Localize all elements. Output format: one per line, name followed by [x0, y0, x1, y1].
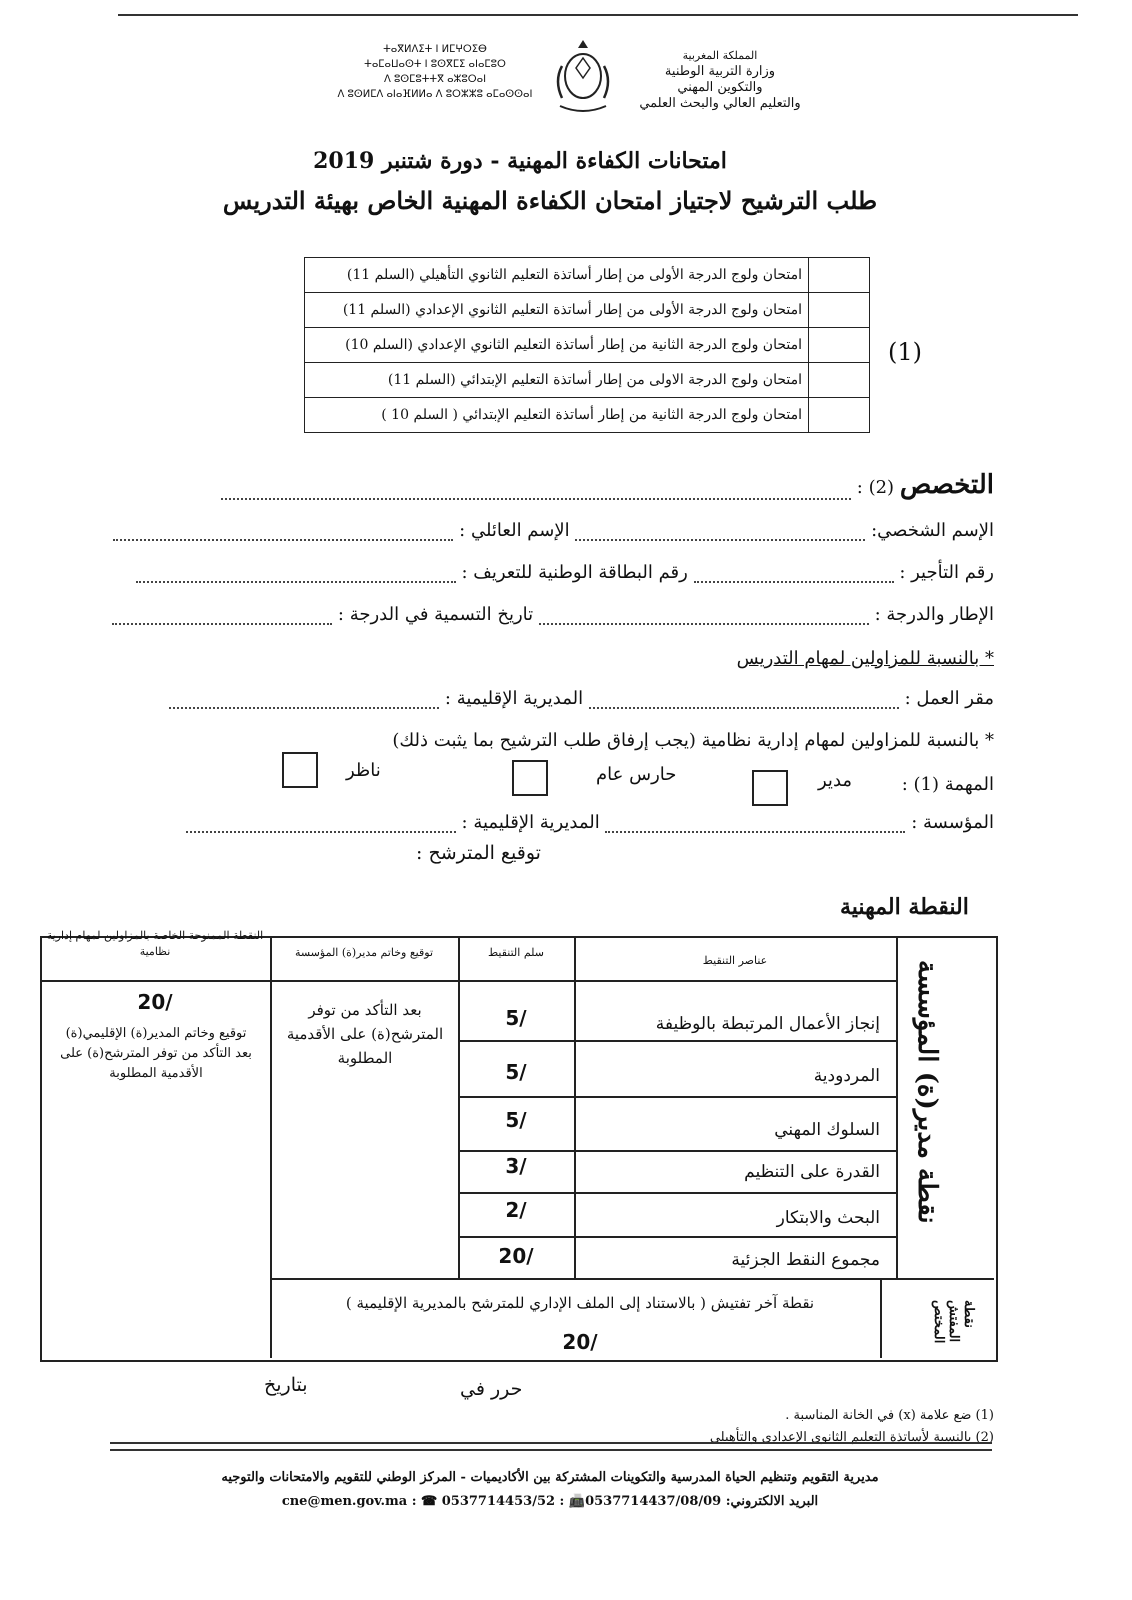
inspector-score-side-label: نقطة المفتش المختص	[931, 1300, 976, 1344]
signature-note: بعد التأكد من توفر المترشح(ة) على الأقدمية المطلوبة	[286, 1001, 444, 1067]
table-divider	[458, 1150, 896, 1152]
role-director-label: مدير	[818, 770, 853, 791]
footnote: (2) بالنسبة لأساتذة التعليم الثانوي الإعدادي والتأهيلي	[709, 1430, 994, 1445]
table-divider	[458, 1040, 896, 1042]
directorate-label: المديرية الإقليمية :	[461, 812, 600, 833]
payroll-field	[136, 562, 994, 583]
exam-option-row	[305, 363, 870, 398]
specialty-ref: (2) :	[856, 477, 895, 498]
cin-label: رقم البطاقة الوطنية للتعريف :	[461, 562, 688, 583]
role-guard-checkbox[interactable]	[512, 760, 548, 796]
exam-option-row	[305, 258, 870, 293]
role-supervisor-checkbox[interactable]	[282, 752, 318, 788]
institution-field	[186, 812, 994, 833]
payroll-input[interactable]	[694, 567, 894, 583]
table-divider	[458, 1236, 896, 1238]
last-name-label: الإسم العائلي :	[459, 520, 570, 541]
exam-note-ref: (1)	[888, 338, 922, 366]
criterion-label: البحث والابتكار	[776, 1208, 880, 1228]
criterion-label: المردودية	[813, 1066, 880, 1086]
specialty-label: التخصص	[899, 470, 994, 500]
directorate-label: المديرية الإقليمية :	[444, 688, 584, 709]
table-divider	[880, 1278, 882, 1358]
admin-note: * بالنسبة للمزاولين لمهام إدارية نظامية (يجب إرفاق طلب الترشيح بما يثبت ذلك)	[392, 730, 994, 751]
ministry-header	[610, 48, 830, 112]
institution-input[interactable]	[605, 817, 905, 833]
grade-label: الإطار والدرجة :	[874, 604, 994, 625]
exam-option-row	[305, 293, 870, 328]
specialty-input[interactable]	[221, 484, 851, 500]
exam-option-label: امتحان ولوج الدرجة الاولى من إطار أساتذة التعليم الإبتدائي (السلم 11)	[305, 363, 809, 398]
exam-option-checkbox[interactable]	[809, 363, 870, 398]
exam-option-label: امتحان ولوج الدرجة الأولى من إطار أساتذة التعليم الثانوي الإعدادي (السلم 11)	[305, 293, 809, 328]
exam-option-row	[305, 328, 870, 363]
criterion-label: مجموع النقط الجزئية	[731, 1250, 880, 1270]
footnote: (1) ضع علامة (x) في الخانة المناسبة .	[785, 1408, 994, 1423]
exam-option-label: امتحان ولوج الدرجة الثانية من إطار أساتذة التعليم الثانوي الإعدادي (السلم 10)	[305, 328, 809, 363]
criterion-scale: /20	[498, 1244, 534, 1268]
table-divider	[896, 936, 898, 1278]
exam-option-checkbox[interactable]	[809, 258, 870, 293]
first-name-field	[113, 520, 994, 541]
last-name-input[interactable]	[113, 525, 453, 541]
amazigh-header	[330, 42, 540, 102]
exam-option-checkbox[interactable]	[809, 398, 870, 433]
exam-option-row	[305, 398, 870, 433]
criterion-scale: /5	[505, 1108, 527, 1132]
footer-divider	[110, 1442, 992, 1451]
exam-option-label: امتحان ولوج الدرجة الأولى من إطار أساتذة التعليم الثانوي التأهيلي (السلم 11)	[305, 258, 809, 293]
exam-options-table	[304, 257, 870, 433]
amazigh-line: ⴷ ⵓⵙⵎⵓⵜⵜⴳ ⴰⵣⵓⵔⴰⵏ	[383, 74, 487, 85]
ministry-line: المملكة المغربية	[682, 49, 758, 62]
role-guard-label: حارس عام	[596, 764, 677, 785]
criterion-scale: /5	[505, 1006, 527, 1030]
directorate-input[interactable]	[186, 817, 456, 833]
criterion-label: السلوك المهني	[774, 1120, 880, 1140]
first-name-input[interactable]	[575, 525, 865, 541]
ministry-line: والتكوين المهني	[677, 80, 763, 95]
grade-date-label: تاريخ التسمية في الدرجة :	[337, 604, 534, 625]
top-border-line	[118, 14, 1078, 16]
first-name-label: الإسم الشخصي:	[871, 520, 994, 541]
page-subtitle: طلب الترشيح لاجتياز امتحان الكفاءة المهنية الخاص بهيئة التدريس	[222, 186, 878, 215]
exam-option-label: امتحان ولوج الدرجة الثانية من إطار أساتذة التعليم الإبتدائي ( السلم 10 )	[305, 398, 809, 433]
institution-label: المؤسسة :	[911, 812, 994, 833]
directorate-input[interactable]	[169, 693, 439, 709]
done-at-label: حرر في	[460, 1378, 523, 1400]
workplace-input[interactable]	[589, 693, 899, 709]
criterion-scale: /3	[505, 1154, 527, 1178]
amazigh-line: ⵜⴰⴳⵍⴷⵉⵜ ⵏ ⵍⵎⵖⵔⵉⴱ	[383, 44, 487, 55]
candidate-signature-label: توقيع المترشح :	[416, 842, 541, 864]
table-divider	[574, 936, 576, 1278]
criterion-label: القدرة على التنظيم	[744, 1162, 880, 1182]
signature-header: توقيع وخاتم مدير(ة) المؤسسة	[294, 946, 434, 959]
role-label: المهمة (1) :	[901, 774, 994, 795]
date-label: بتاريخ	[264, 1374, 308, 1396]
role-director-checkbox[interactable]	[752, 770, 788, 806]
principal-score-side-label: نقطة مدير(ة) المؤسسة	[912, 960, 942, 1224]
amazigh-line: ⵜⴰⵎⴰⵡⴰⵙⵜ ⵏ ⵓⵙⴳⵎⵉ ⴰⵏⴰⵎⵓⵔ	[364, 59, 506, 70]
table-divider	[270, 1278, 994, 1280]
inspection-score-value: /20	[562, 1330, 598, 1354]
admin-score-value: /20	[137, 990, 173, 1014]
exam-option-checkbox[interactable]	[809, 293, 870, 328]
section-title: النقطة المهنية	[840, 894, 969, 920]
admin-score-header: النقطة الممنوحة الخاصة بالمزاولين لمهام إدارية نظامية	[46, 929, 264, 958]
table-divider	[458, 1192, 896, 1194]
specialty-field[interactable]	[221, 470, 994, 500]
workplace-label: مقر العمل :	[904, 688, 994, 709]
table-divider	[270, 936, 272, 1358]
inspection-note: نقطة آخر تفتيش ( بالاستناد إلى الملف الإداري للمترشح بالمديرية الإقليمية )	[345, 1294, 815, 1312]
scale-header: سلم التنقيط	[487, 946, 545, 959]
table-divider	[40, 980, 896, 982]
criterion-scale: /2	[505, 1198, 527, 1222]
admin-score-note: توقيع وخاتم المدير(ة) الإقليمي(ة) بعد التأكد من توفر المترشح(ة) على الأقدمية المطلوبة	[60, 1026, 252, 1081]
ministry-line: والتعليم العالي والبحث العلمي	[639, 96, 801, 111]
criterion-scale: /5	[505, 1060, 527, 1084]
footer-line: مديرية التقويم وتنظيم الحياة المدرسية والتكوينات المشتركة بين الأكاديميات - المركز الوطني للتقويم والامتحانات والتوجيه	[221, 1470, 879, 1485]
table-divider	[458, 1096, 896, 1098]
payroll-label: رقم التأجير :	[899, 562, 994, 583]
grade-input[interactable]	[539, 609, 869, 625]
grade-field	[112, 604, 994, 625]
exam-option-checkbox[interactable]	[809, 328, 870, 363]
footer-contact: البريد الالكتروني: cne@men.gov.ma : ☎ 0537714453/52 : 📠0537714437/08/09	[281, 1494, 819, 1509]
ministry-line: وزارة التربية الوطنية	[664, 64, 776, 79]
role-supervisor-label: ناظر	[346, 760, 381, 781]
page-title: امتحانات الكفاءة المهنية - دورة شتنبر 2019	[313, 148, 727, 174]
table-divider	[458, 936, 460, 1278]
teachers-note: * بالنسبة للمزاولين لمهام التدريس	[736, 648, 994, 669]
amazigh-line: ⴷ ⵓⵙⵍⵎⴷ ⴰⵏⴰⴼⵍⵍⴰ ⴷ ⵓⵔⵣⵣⵓ ⴰⵎⴰⵙⵙⴰⵏ	[337, 89, 533, 100]
criteria-header: عناصر التنقيط	[702, 954, 768, 967]
criterion-label: إنجاز الأعمال المرتبطة بالوظيفة	[655, 1014, 880, 1034]
workplace-field	[169, 688, 994, 709]
grade-date-input[interactable]	[112, 609, 332, 625]
coat-of-arms-icon	[548, 36, 618, 116]
cin-input[interactable]	[136, 567, 456, 583]
